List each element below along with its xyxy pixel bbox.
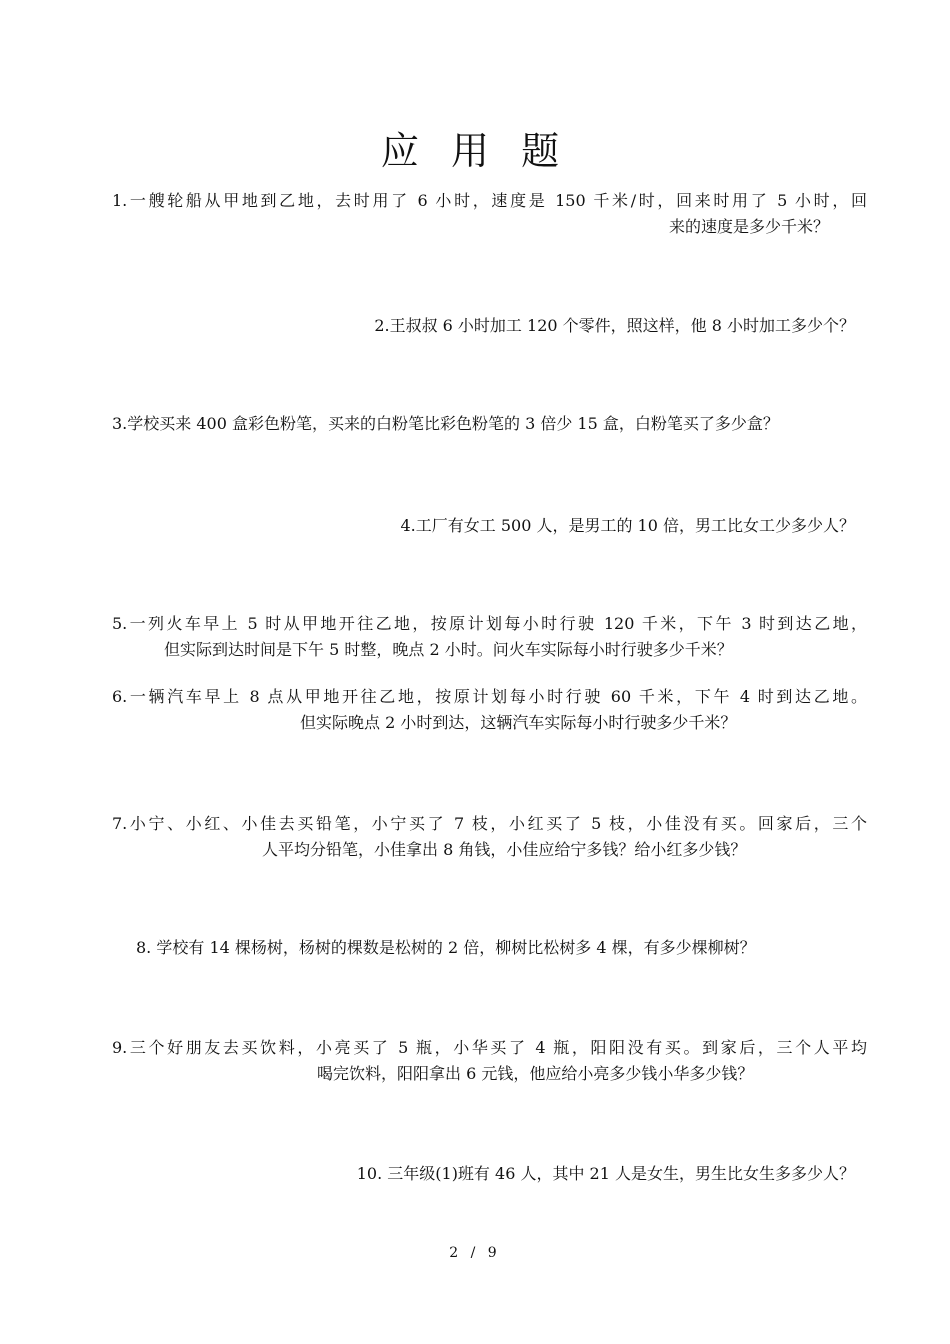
problem-1 xyxy=(112,188,867,240)
problem-2 xyxy=(112,313,867,339)
problem-3-line-1: 3.学校买来 400 盒彩色粉笔，买来的白粉笔比彩色粉笔的 3 倍少 15 盒，白粉笔买了多少盒？ xyxy=(112,414,779,433)
problem-10 xyxy=(112,1161,867,1187)
problem-8-line-1: 8. 学校有 14 棵杨树，杨树的棵数是松树的 2 倍，柳树比松树多 4 棵，有多少棵柳树？ xyxy=(136,938,756,957)
problem-3 xyxy=(112,411,867,437)
page-title: 应 用 题 xyxy=(380,129,570,173)
problem-5-line-1: 5.一列火车早上 5 时从甲地开往乙地，按原计划每小时行驶 120 千米，下午 3 时到达乙地， xyxy=(112,614,867,633)
page-number: 2 / 9 xyxy=(449,1245,501,1261)
problem-6-line-2: 但实际晚点 2 小时到达，这辆汽车实际每小时行驶多少千米？ xyxy=(300,713,737,732)
problem-7-line-1: 7.小宁、小红、小佳去买铅笔，小宁买了 7 枝，小红买了 5 枝，小佳没有买。回家后，三个 xyxy=(112,814,867,833)
problem-6-line-1: 6.一辆汽车早上 8 点从甲地开往乙地，按原计划每小时行驶 60 千米，下午 4 时到达乙地。 xyxy=(112,687,867,706)
problem-6 xyxy=(112,684,867,736)
problem-4-line-1: 4.工厂有女工 500 人，是男工的 10 倍，男工比女工少多少人？ xyxy=(400,516,855,535)
problem-7-line-2: 人平均分铅笔，小佳拿出 8 角钱，小佳应给宁多钱？给小红多少钱？ xyxy=(262,840,747,859)
problem-8 xyxy=(112,935,867,961)
problem-1-line-1: 1.一艘轮船从甲地到乙地，去时用了 6 小时，速度是 150 千米/时，回来时用了 5 小时，回 xyxy=(112,191,867,210)
problem-7 xyxy=(112,811,867,863)
problem-10-line-1: 10. 三年级(1)班有 46 人，其中 21 人是女生，男生比女生多多少人？ xyxy=(356,1164,855,1183)
problem-2-line-1: 2.王叔叔 6 小时加工 120 个零件，照这样，他 8 小时加工多少个？ xyxy=(374,316,855,335)
problem-9-line-1: 9.三个好朋友去买饮料，小亮买了 5 瓶，小华买了 4 瓶，阳阳没有买。到家后，三个人平均 xyxy=(112,1038,867,1057)
problem-9-line-2: 喝完饮料，阳阳拿出 6 元钱，他应给小亮多少钱小华多少钱？ xyxy=(317,1064,754,1083)
problem-5 xyxy=(112,611,867,663)
problem-5-line-2: 但实际到达时间是下午 5 时整，晚点 2 小时。问火车实际每小时行驶多少千米？ xyxy=(164,640,733,659)
problem-4 xyxy=(112,513,867,539)
problem-9 xyxy=(112,1035,867,1087)
problem-1-line-2: 来的速度是多少千米？ xyxy=(668,217,829,236)
